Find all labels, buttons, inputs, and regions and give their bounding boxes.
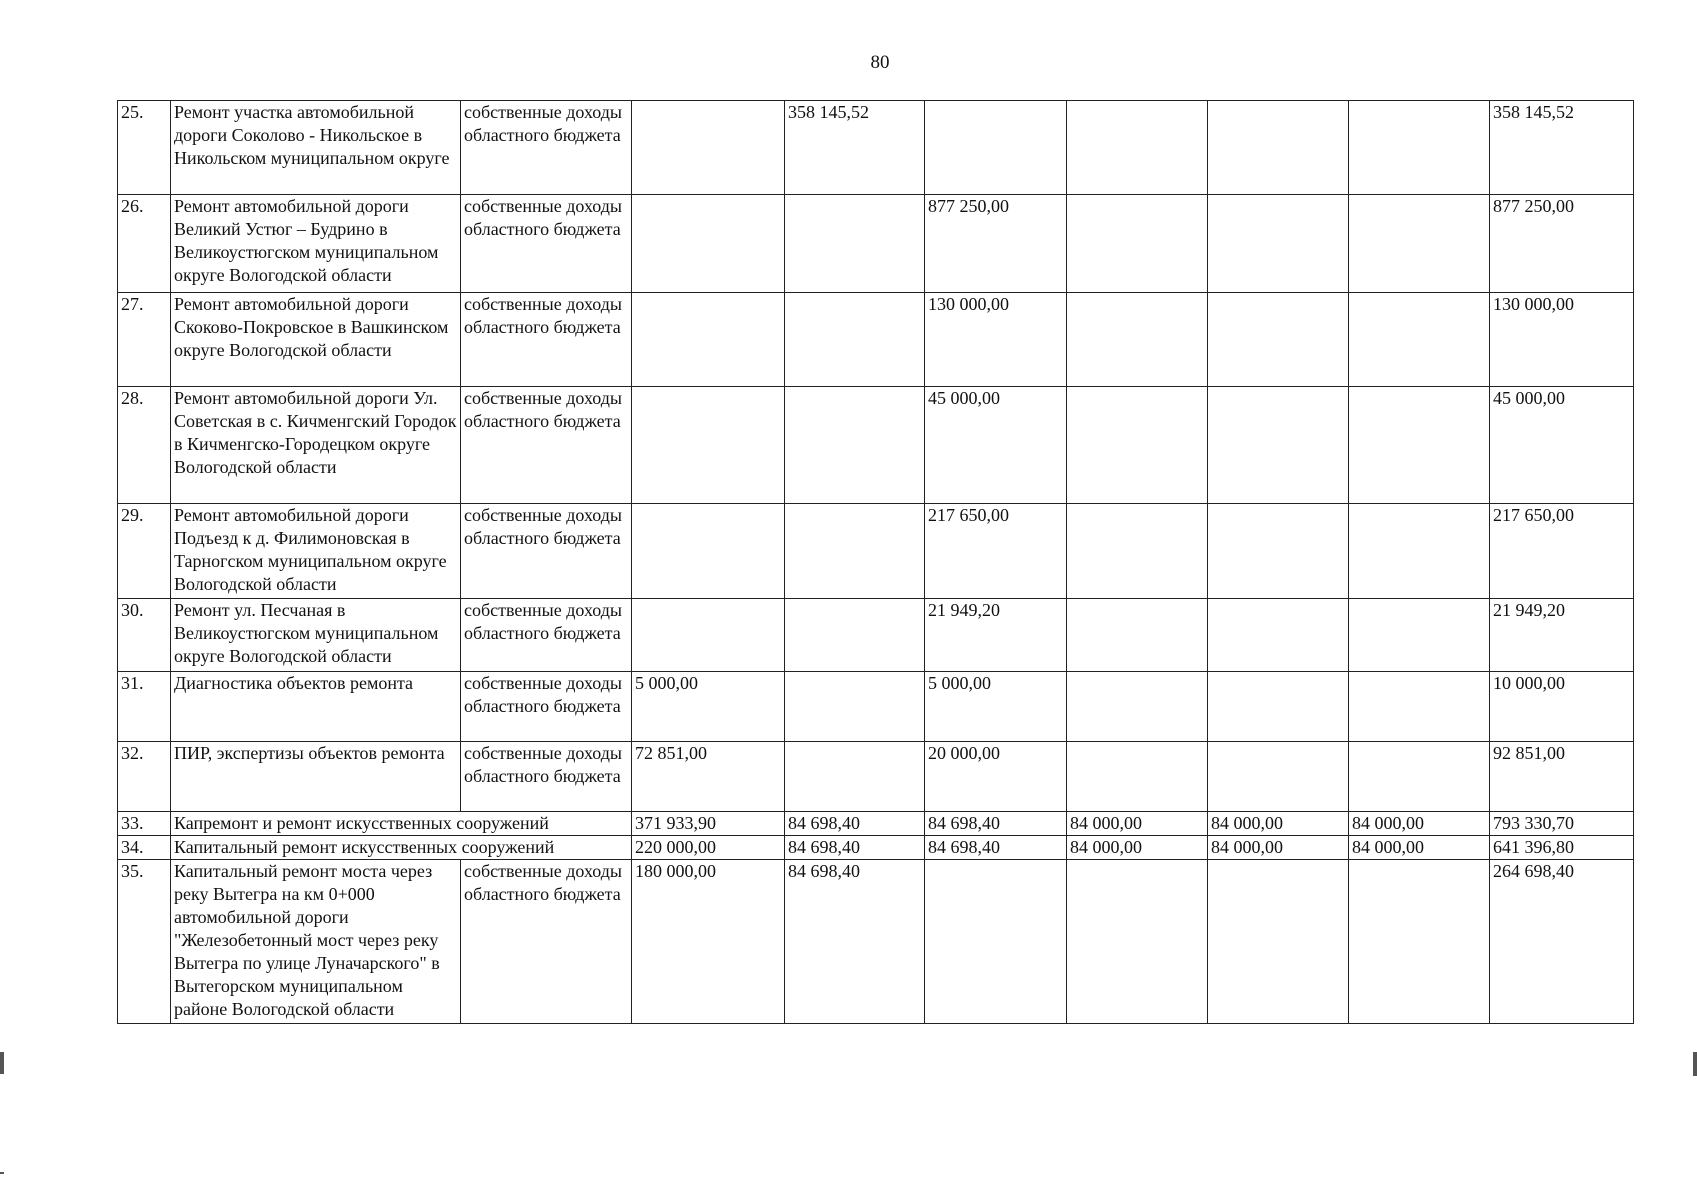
page-number: 80 <box>870 52 890 73</box>
amount-col-5: 84 000,00 <box>1208 836 1349 860</box>
table-row <box>118 672 1634 742</box>
amount-col-2 <box>785 195 925 293</box>
amount-col-3: 84 698,40 <box>925 836 1067 860</box>
amount-col-2 <box>785 742 925 812</box>
amount-col-1: 5 000,00 <box>632 672 785 742</box>
funding-source: собственные доходы областного бюджета <box>461 742 632 812</box>
amount-col-5 <box>1208 293 1349 387</box>
amount-total: 641 396,80 <box>1490 836 1634 860</box>
amount-col-1 <box>632 504 785 599</box>
amount-total: 217 650,00 <box>1490 504 1634 599</box>
amount-col-2: 84 698,40 <box>785 836 925 860</box>
row-number: 32. <box>118 742 171 812</box>
amount-col-6 <box>1349 293 1490 387</box>
amount-col-1 <box>632 101 785 195</box>
row-number: 35. <box>118 860 171 1024</box>
amount-col-5 <box>1208 860 1349 1024</box>
amount-total: 877 250,00 <box>1490 195 1634 293</box>
amount-col-3: 84 698,40 <box>925 812 1067 836</box>
funding-source: собственные доходы областного бюджета <box>461 387 632 504</box>
amount-col-3: 5 000,00 <box>925 672 1067 742</box>
amount-col-2 <box>785 293 925 387</box>
funding-source: собственные доходы областного бюджета <box>461 599 632 672</box>
amount-col-6 <box>1349 101 1490 195</box>
amount-col-4 <box>1067 195 1208 293</box>
amount-col-6 <box>1349 672 1490 742</box>
object-name: Ремонт участка автомобильной дороги Соколово - Никольское в Никольском муниципальном округе <box>171 101 461 195</box>
object-name: Ремонт ул. Песчаная в Великоустюгском муниципальном округе Вологодской области <box>171 599 461 672</box>
amount-col-4 <box>1067 387 1208 504</box>
amount-col-6: 84 000,00 <box>1349 812 1490 836</box>
amount-col-1 <box>632 293 785 387</box>
scan-mark-left <box>0 1052 4 1074</box>
table-row <box>118 195 1634 293</box>
table-row-group <box>118 812 1634 836</box>
amount-col-1: 72 851,00 <box>632 742 785 812</box>
table-row <box>118 101 1634 195</box>
amount-col-4: 84 000,00 <box>1067 812 1208 836</box>
table-row-group <box>118 836 1634 860</box>
object-name: ПИР, экспертизы объектов ремонта <box>171 742 461 812</box>
amount-col-4 <box>1067 101 1208 195</box>
amount-col-1: 180 000,00 <box>632 860 785 1024</box>
row-number: 31. <box>118 672 171 742</box>
object-name: Ремонт автомобильной дороги Скоково-Покровское в Вашкинском округе Вологодской области <box>171 293 461 387</box>
group-name: Капремонт и ремонт искусственных сооружений <box>171 812 632 836</box>
amount-total: 45 000,00 <box>1490 387 1634 504</box>
amount-col-2 <box>785 599 925 672</box>
amount-col-6 <box>1349 195 1490 293</box>
funding-source: собственные доходы областного бюджета <box>461 860 632 1024</box>
amount-col-2 <box>785 672 925 742</box>
row-number: 30. <box>118 599 171 672</box>
amount-total: 264 698,40 <box>1490 860 1634 1024</box>
amount-total: 358 145,52 <box>1490 101 1634 195</box>
group-name: Капитальный ремонт искусственных сооружений <box>171 836 632 860</box>
amount-col-1: 371 933,90 <box>632 812 785 836</box>
amount-col-2: 84 698,40 <box>785 860 925 1024</box>
amount-col-4 <box>1067 742 1208 812</box>
funding-source: собственные доходы областного бюджета <box>461 504 632 599</box>
amount-col-6 <box>1349 599 1490 672</box>
amount-col-6 <box>1349 860 1490 1024</box>
amount-col-3: 130 000,00 <box>925 293 1067 387</box>
amount-col-3: 877 250,00 <box>925 195 1067 293</box>
object-name: Ремонт автомобильной дороги Ул. Советская в с. Кичменгский Городок в Кичменгско-Городецком округе Вологодской области <box>171 387 461 504</box>
row-number: 27. <box>118 293 171 387</box>
amount-col-3: 45 000,00 <box>925 387 1067 504</box>
amount-col-3: 21 949,20 <box>925 599 1067 672</box>
funding-source: собственные доходы областного бюджета <box>461 195 632 293</box>
table-row <box>118 387 1634 504</box>
amount-col-4 <box>1067 599 1208 672</box>
amount-total: 92 851,00 <box>1490 742 1634 812</box>
amount-col-1 <box>632 599 785 672</box>
amount-col-5 <box>1208 195 1349 293</box>
object-name: Диагностика объектов ремонта <box>171 672 461 742</box>
amount-col-5 <box>1208 599 1349 672</box>
funding-source: собственные доходы областного бюджета <box>461 293 632 387</box>
amount-total: 130 000,00 <box>1490 293 1634 387</box>
amount-col-2 <box>785 387 925 504</box>
amount-col-5 <box>1208 672 1349 742</box>
amount-col-1 <box>632 387 785 504</box>
amount-col-4 <box>1067 672 1208 742</box>
amount-col-4: 84 000,00 <box>1067 836 1208 860</box>
table-row <box>118 599 1634 672</box>
amount-col-3 <box>925 860 1067 1024</box>
amount-col-2: 358 145,52 <box>785 101 925 195</box>
row-number: 29. <box>118 504 171 599</box>
table-row <box>118 860 1634 1024</box>
amount-col-6 <box>1349 504 1490 599</box>
row-number: 28. <box>118 387 171 504</box>
row-number: 26. <box>118 195 171 293</box>
amount-total: 21 949,20 <box>1490 599 1634 672</box>
row-number: 34. <box>118 836 171 860</box>
amount-col-5 <box>1208 387 1349 504</box>
amount-col-5 <box>1208 504 1349 599</box>
amount-col-3: 20 000,00 <box>925 742 1067 812</box>
amount-col-6 <box>1349 742 1490 812</box>
scan-mark-right <box>1693 1052 1697 1076</box>
amount-col-5 <box>1208 742 1349 812</box>
table-row <box>118 742 1634 812</box>
amount-col-2: 84 698,40 <box>785 812 925 836</box>
amount-col-1 <box>632 195 785 293</box>
row-number: 33. <box>118 812 171 836</box>
amount-col-3 <box>925 101 1067 195</box>
amount-col-2 <box>785 504 925 599</box>
amount-total: 10 000,00 <box>1490 672 1634 742</box>
object-name: Ремонт автомобильной дороги Великий Устюг – Будрино в Великоустюгском муниципальном округе Вологодской области <box>171 195 461 293</box>
amount-col-5 <box>1208 101 1349 195</box>
amount-col-4 <box>1067 293 1208 387</box>
funding-source: собственные доходы областного бюджета <box>461 101 632 195</box>
amount-col-4 <box>1067 504 1208 599</box>
scan-mark-left-bottom <box>0 1172 4 1174</box>
object-name: Капитальный ремонт моста через реку Вытегра на км 0+000 автомобильной дороги "Железобетонный мост через реку Вытегра по улице Луначарского" в Вытегорском муниципальном районе Вологодской области <box>171 860 461 1024</box>
row-number: 25. <box>118 101 171 195</box>
table-row <box>118 293 1634 387</box>
amount-col-1: 220 000,00 <box>632 836 785 860</box>
object-name: Ремонт автомобильной дороги Подъезд к д. Филимоновская в Тарногском муниципальном округе Вологодской области <box>171 504 461 599</box>
amount-col-6 <box>1349 387 1490 504</box>
amount-total: 793 330,70 <box>1490 812 1634 836</box>
budget-table <box>117 100 1634 1024</box>
funding-source: собственные доходы областного бюджета <box>461 672 632 742</box>
amount-col-3: 217 650,00 <box>925 504 1067 599</box>
table-row <box>118 504 1634 599</box>
amount-col-6: 84 000,00 <box>1349 836 1490 860</box>
amount-col-4 <box>1067 860 1208 1024</box>
amount-col-5: 84 000,00 <box>1208 812 1349 836</box>
